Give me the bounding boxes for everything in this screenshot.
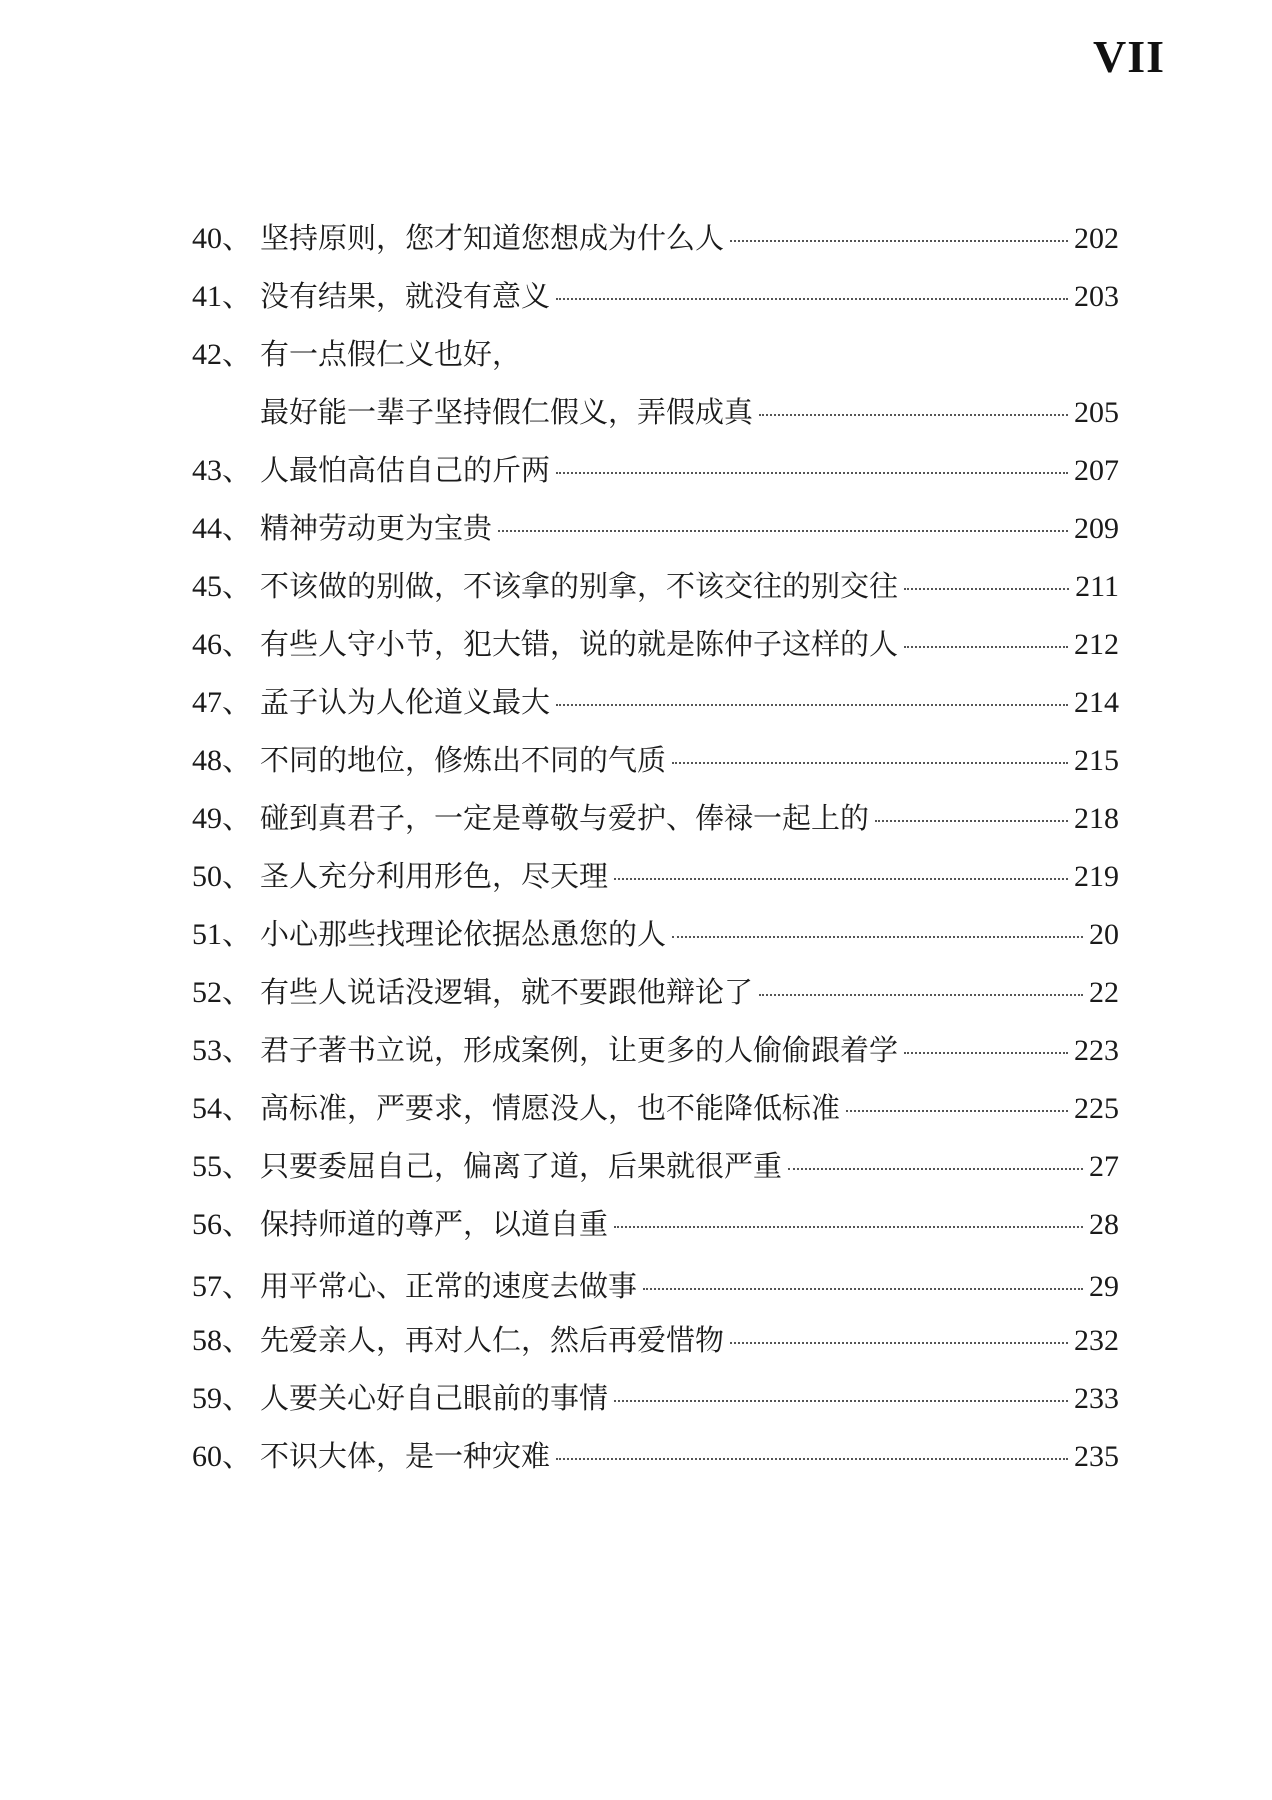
toc-entry-59: [192, 1376, 1119, 1420]
dot-leader: [614, 877, 1068, 880]
entry-number: 56、: [192, 1208, 252, 1241]
toc-entry-48: [192, 738, 1119, 782]
dot-leader: [904, 1051, 1068, 1054]
toc-entry-42-continued: [192, 390, 1119, 434]
entry-number: 53、: [192, 1034, 252, 1067]
entry-page: 214: [1074, 686, 1119, 719]
toc-entry-60: [192, 1434, 1119, 1478]
toc-entry-42: [192, 332, 1119, 376]
entry-page: 202: [1074, 222, 1119, 255]
toc-entry-51: [192, 912, 1119, 956]
entry-title: 坚持原则，您才知道您想成为什么人: [260, 221, 725, 255]
entry-page: 218: [1074, 802, 1119, 835]
dot-leader: [556, 1457, 1068, 1460]
entry-number: 40、: [192, 222, 252, 255]
entry-number: 59、: [192, 1382, 252, 1415]
entry-page: 203: [1074, 280, 1119, 313]
entry-number: 52、: [192, 976, 252, 1009]
toc-entry-47: [192, 680, 1119, 724]
entry-page: 22: [1089, 976, 1119, 1009]
entry-title: 精神劳动更为宝贵: [260, 511, 493, 545]
entry-page: 215: [1074, 744, 1119, 777]
toc-entry-57: [192, 1264, 1119, 1308]
dot-leader: [672, 935, 1083, 938]
dot-leader: [759, 993, 1083, 996]
dot-leader: [672, 761, 1068, 764]
entry-number: 55、: [192, 1150, 252, 1183]
entry-title: 人最怕高估自己的斤两: [260, 453, 551, 487]
dot-leader: [788, 1167, 1083, 1170]
entry-number: 60、: [192, 1440, 252, 1473]
entry-number: 51、: [192, 918, 252, 951]
toc-entry-46: [192, 622, 1119, 666]
dot-leader: [556, 471, 1068, 474]
entry-title: 最好能一辈子坚持假仁假义，弄假成真: [260, 395, 754, 429]
entry-number: 45、: [192, 570, 252, 603]
entry-page: 225: [1074, 1092, 1119, 1125]
entry-title: 小心那些找理论依据怂恿您的人: [260, 917, 667, 951]
entry-number: 50、: [192, 860, 252, 893]
entry-title: 有些人守小节，犯大错，说的就是陈仲子这样的人: [260, 627, 899, 661]
dot-leader: [556, 703, 1068, 706]
toc-entry-41: [192, 274, 1119, 318]
entry-page: 212: [1074, 628, 1119, 661]
entry-number: 44、: [192, 512, 252, 545]
toc-entry-54: [192, 1086, 1119, 1130]
toc-entry-58: [192, 1318, 1119, 1362]
dot-leader: [730, 1341, 1068, 1344]
dot-leader: [904, 587, 1069, 590]
entry-title: 有些人说话没逻辑，就不要跟他辩论了: [260, 975, 754, 1009]
entry-title: 不识大体，是一种灾难: [260, 1439, 551, 1473]
entry-number: 49、: [192, 802, 252, 835]
entry-title: 人要关心好自己眼前的事情: [260, 1381, 609, 1415]
dot-leader: [614, 1399, 1068, 1402]
entry-number: 58、: [192, 1324, 252, 1357]
entry-title: 高标准，严要求，情愿没人，也不能降低标准: [260, 1091, 841, 1125]
entry-page: 28: [1089, 1208, 1119, 1241]
entry-page: 235: [1074, 1440, 1119, 1473]
toc-entry-45: [192, 564, 1119, 608]
entry-page: 223: [1074, 1034, 1119, 1067]
dot-leader: [643, 1287, 1083, 1290]
entry-page: 29: [1089, 1270, 1119, 1303]
entry-title: 没有结果，就没有意义: [260, 279, 551, 313]
entry-number: 41、: [192, 280, 252, 313]
toc-entry-52: [192, 970, 1119, 1014]
dot-leader: [614, 1225, 1083, 1228]
toc-entry-53: [192, 1028, 1119, 1072]
entry-page: 219: [1074, 860, 1119, 893]
entry-page: 20: [1089, 918, 1119, 951]
entry-title: 有一点假仁义也好，: [260, 337, 522, 371]
toc-entry-44: [192, 506, 1119, 550]
toc-entry-40: [192, 216, 1119, 260]
entry-title: 碰到真君子，一定是尊敬与爱护、俸禄一起上的: [260, 801, 870, 835]
entry-page: 232: [1074, 1324, 1119, 1357]
dot-leader: [556, 297, 1068, 300]
entry-number: 48、: [192, 744, 252, 777]
entry-page: 207: [1074, 454, 1119, 487]
dot-leader: [759, 413, 1068, 416]
entry-number: 47、: [192, 686, 252, 719]
entry-title: 先爱亲人，再对人仁，然后再爱惜物: [260, 1323, 725, 1357]
toc-entry-56: [192, 1202, 1119, 1246]
toc-entry-49: [192, 796, 1119, 840]
entry-page: 211: [1075, 570, 1119, 603]
entry-title: 不同的地位，修炼出不同的气质: [260, 743, 667, 777]
toc-entry-50: [192, 854, 1119, 898]
entry-number: 42、: [192, 338, 252, 371]
entry-title: 保持师道的尊严，以道自重: [260, 1207, 609, 1241]
dot-leader: [904, 645, 1068, 648]
entry-page: 27: [1089, 1150, 1119, 1183]
entry-page: 233: [1074, 1382, 1119, 1415]
toc-entry-43: [192, 448, 1119, 492]
entry-number: 43、: [192, 454, 252, 487]
dot-leader: [498, 529, 1068, 532]
entry-title: 圣人充分利用形色，尽天理: [260, 859, 609, 893]
entry-number: 54、: [192, 1092, 252, 1125]
dot-leader: [846, 1109, 1068, 1112]
entry-title: 孟子认为人伦道义最大: [260, 685, 551, 719]
dot-leader: [730, 239, 1068, 242]
dot-leader: [875, 819, 1068, 822]
toc-entry-55: [192, 1144, 1119, 1188]
entry-title: 只要委屈自己，偏离了道，后果就很严重: [260, 1149, 783, 1183]
entry-page: 209: [1074, 512, 1119, 545]
entry-title: 君子著书立说，形成案例，让更多的人偷偷跟着学: [260, 1033, 899, 1067]
entry-title: 不该做的别做，不该拿的别拿，不该交往的别交往: [260, 569, 899, 603]
entry-title: 用平常心、正常的速度去做事: [260, 1269, 638, 1303]
entry-number: 46、: [192, 628, 252, 661]
entry-number: 57、: [192, 1270, 252, 1303]
entry-page: 205: [1074, 396, 1119, 429]
page-number: VII: [1092, 31, 1165, 82]
